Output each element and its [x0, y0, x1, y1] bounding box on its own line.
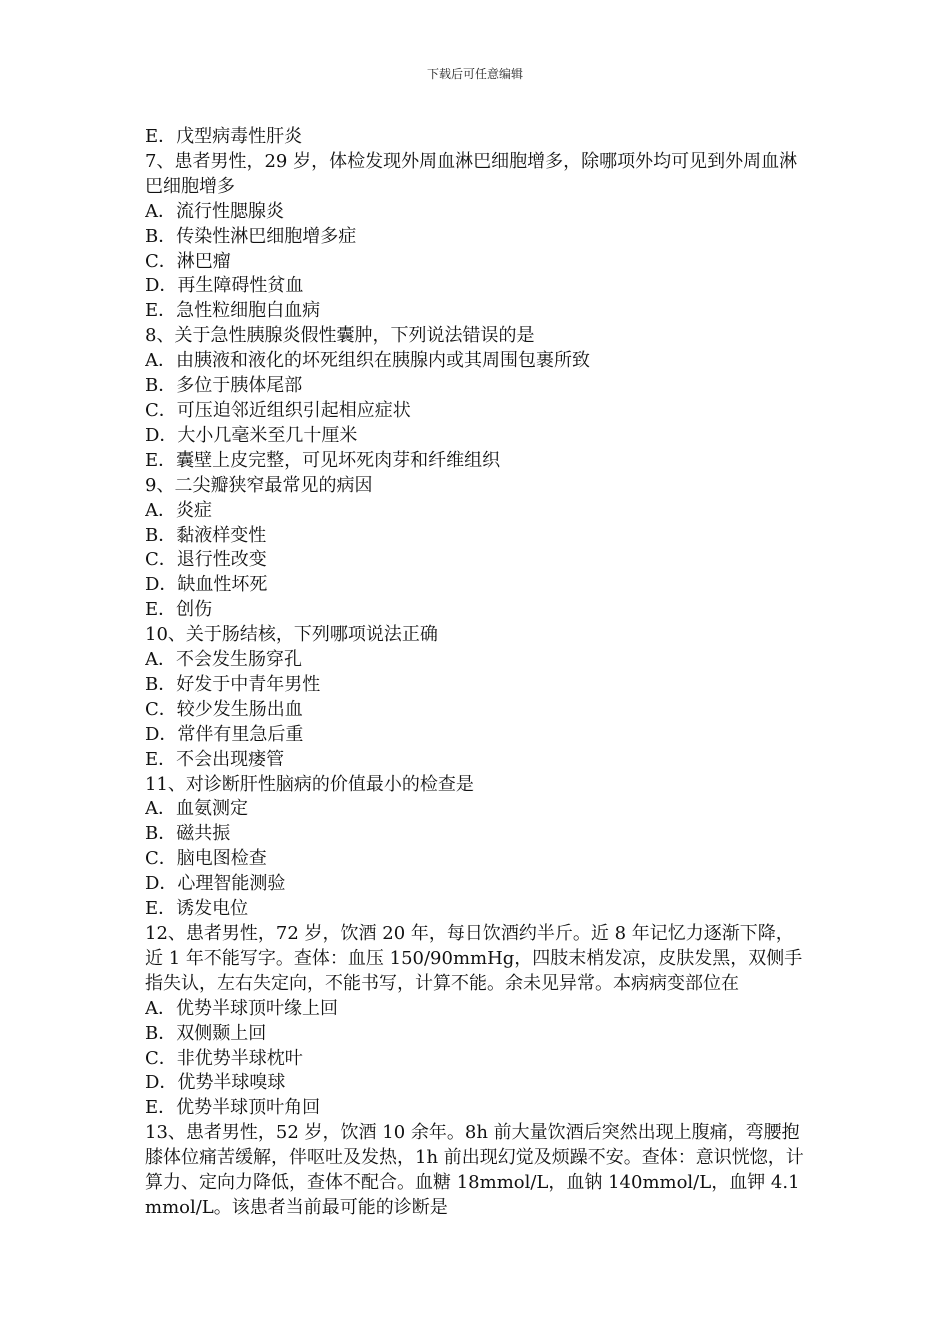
answer-option: B．传染性淋巴细胞增多症	[145, 225, 357, 247]
question-text: 10、关于肠结核，下列哪项说法正确	[145, 624, 438, 646]
answer-option: A．优势半球顶叶缘上回	[145, 997, 338, 1019]
answer-option: E．急性粒细胞白血病	[145, 300, 321, 322]
answer-option: C．可压迫邻近组织引起相应症状	[145, 399, 411, 421]
answer-option: E．囊壁上皮完整，可见坏死肉芽和纤维组织	[145, 449, 501, 471]
answer-option: A．由胰液和液化的坏死组织在胰腺内或其周围包裹所致	[145, 350, 590, 372]
answer-option: B．磁共振	[145, 823, 231, 845]
question-text: 9、二尖瓣狭窄最常见的病因	[145, 474, 373, 496]
page-header: 下载后可任意编辑	[426, 67, 523, 81]
question-text: 11、对诊断肝性脑病的价值最小的检查是	[145, 773, 474, 795]
question-text: 13、患者男性，52 岁，饮酒 10 余年。8h 前大量饮酒后突然出现上腹痛，弯腰抱膝体位痛苦缓解，伴呕吐及发热，1h 前出现幻觉及烦躁不安。查体：意识恍惚，计算力、定向力降低，查体不配合。血糖 18mmol/L，血钠 140mmol/L，血钾 4.1mmol/L。该患者当前最可能的诊断是	[145, 1122, 804, 1218]
answer-option: B．多位于胰体尾部	[145, 375, 303, 397]
answer-option: E．戊型病毒性肝炎	[145, 126, 303, 147]
answer-option: A．血氨测定	[145, 798, 248, 820]
answer-option: A．不会发生肠穿孔	[145, 649, 302, 671]
answer-option: C．脑电图检查	[145, 848, 267, 870]
answer-option: B．黏液样变性	[145, 524, 267, 546]
answer-option: B．好发于中青年男性	[145, 673, 321, 695]
question-text: 12、患者男性，72 岁，饮酒 20 年，每日饮酒约半斤。近 8 年记忆力逐渐下降，近 1 年不能写字。查体：血压 150/90mmHg，四肢末梢发凉，皮肤发黑，双侧手指失认，左右失定向，不能书写，计算不能。余未见异常。本病病变部位在	[145, 923, 803, 994]
answer-option: D．常伴有里急后重	[145, 723, 304, 745]
answer-option: E．诱发电位	[145, 898, 249, 920]
question-text: 8、关于急性胰腺炎假性囊肿，下列说法错误的是	[145, 325, 535, 347]
answer-option: D．优势半球嗅球	[145, 1072, 286, 1094]
answer-option: A．炎症	[145, 499, 212, 521]
answer-option: D．心理智能测验	[145, 873, 286, 895]
answer-option: C．较少发生肠出血	[145, 698, 303, 720]
answer-option: E．优势半球顶叶角回	[145, 1097, 321, 1119]
answer-option: D．缺血性坏死	[145, 574, 268, 596]
answer-option: C．退行性改变	[145, 549, 267, 571]
answer-option: C．非优势半球枕叶	[145, 1047, 303, 1069]
question-text: 7、患者男性，29 岁，体检发现外周血淋巴细胞增多，除哪项外均可见到外周血淋巴细胞增多	[145, 150, 798, 197]
document-body	[145, 125, 807, 1221]
answer-option: A．流行性腮腺炎	[145, 200, 284, 222]
answer-option: D．再生障碍性贫血	[145, 275, 304, 297]
answer-option: E．创伤	[145, 599, 213, 621]
answer-option: E．不会出现瘘管	[145, 748, 285, 770]
answer-option: B．双侧颞上回	[145, 1022, 267, 1044]
answer-option: C．淋巴瘤	[145, 250, 231, 272]
answer-option: D．大小几毫米至几十厘米	[145, 424, 358, 446]
